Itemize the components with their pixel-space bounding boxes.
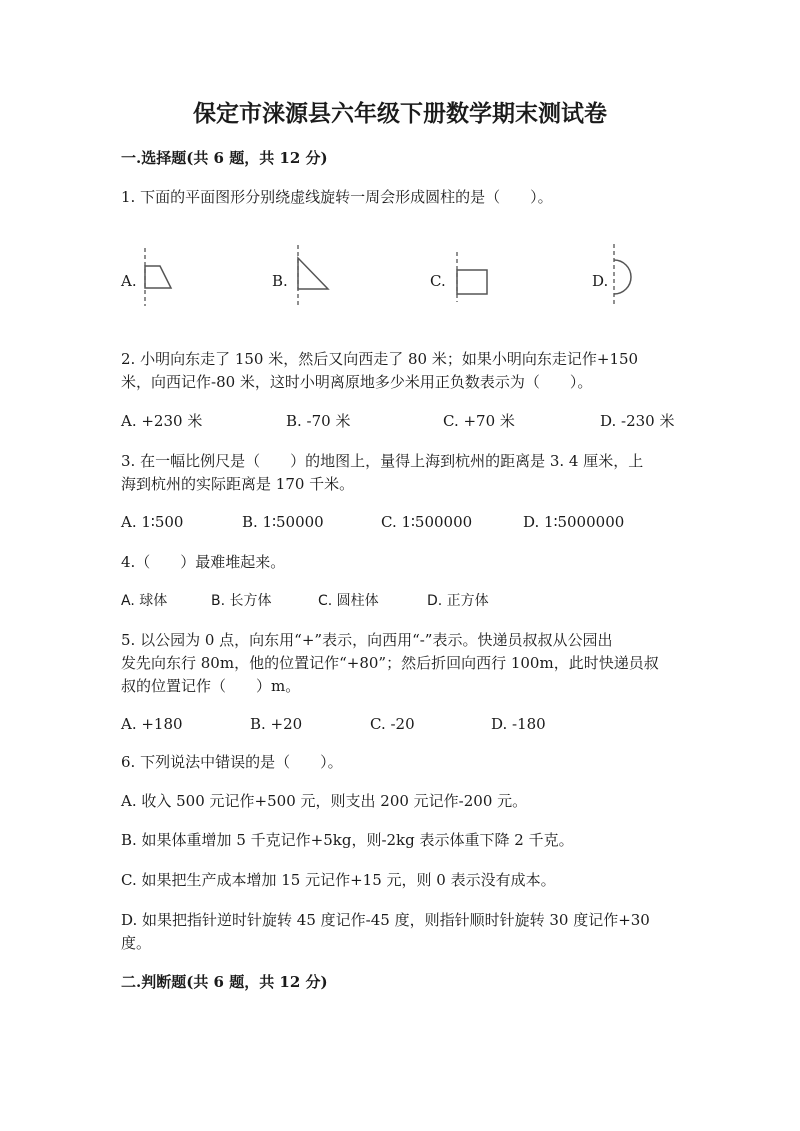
question-2-line-1: 2. 小明向东走了 150 米，然后又向西走了 80 米；如果小明向东走记作+150: [121, 350, 639, 368]
q1-label-b: B.: [272, 272, 288, 290]
q6-option-a: A. 收入 500 元记作+500 元，则支出 200 元记作-200 元。: [121, 792, 528, 810]
q1-label-d: D.: [592, 272, 609, 290]
question-5-line-1: 5. 以公园为 0 点，向东用“+”表示，向西用“-”表示。快递员叔叔从公园出: [121, 631, 613, 649]
page-title: 保定市涞源县六年级下册数学期末测试卷: [193, 100, 607, 127]
q6-option-b: B. 如果体重增加 5 千克记作+5kg，则-2kg 表示体重下降 2 千克。: [121, 831, 574, 849]
q4-option-b: B. 长方体: [211, 593, 272, 609]
trapezoid-figure: [138, 246, 178, 308]
q6-option-c: C. 如果把生产成本增加 15 元记作+15 元，则 0 表示没有成本。: [121, 871, 556, 889]
q5-option-c: C. -20: [370, 715, 415, 733]
q4-option-a: A. 球体: [121, 593, 168, 609]
q2-option-d: D. -230 米: [600, 412, 675, 430]
q2-option-c: C. +70 米: [443, 412, 515, 430]
question-5-line-3: 叔的位置记作（ ）m。: [121, 677, 301, 695]
q3-option-b: B. 1∶50000: [242, 513, 324, 531]
triangle-figure: [290, 243, 332, 309]
q6-option-d-line-2: 度。: [121, 934, 152, 952]
q5-option-d: D. -180: [491, 715, 546, 733]
q3-option-c: C. 1∶500000: [381, 513, 473, 531]
q1-label-c: C.: [430, 272, 446, 290]
question-4: 4.（ ）最难堆起来。: [121, 553, 286, 571]
question-3-line-2: 海到杭州的实际距离是 170 千米。: [121, 475, 355, 493]
q3-option-a: A. 1∶500: [121, 513, 184, 531]
q5-option-b: B. +20: [250, 715, 303, 733]
question-6: 6. 下列说法中错误的是（ ）。: [121, 753, 343, 771]
q5-option-a: A. +180: [121, 715, 183, 733]
question-3-line-1: 3. 在一幅比例尺是（ ）的地图上，量得上海到杭州的距离是 3. 4 厘米，上: [121, 452, 644, 470]
q4-option-d: D. 正方体: [427, 593, 489, 609]
q2-option-a: A. +230 米: [121, 412, 203, 430]
question-2-line-2: 米，向西记作-80 米，这时小明离原地多少米用正负数表示为（ ）。: [121, 373, 593, 391]
q6-option-d-line-1: D. 如果把指针逆时针旋转 45 度记作-45 度，则指针顺时针旋转 30 度记作+30: [121, 911, 650, 929]
question-1: 1. 下面的平面图形分别绕虚线旋转一周会形成圆柱的是（ ）。: [121, 188, 553, 206]
q1-label-a: A.: [121, 272, 137, 290]
section-heading-choice: 一.选择题(共 6 题，共 12 分): [121, 149, 328, 167]
rectangle-figure: [450, 250, 492, 304]
q4-option-c: C. 圆柱体: [318, 593, 379, 609]
q3-option-d: D. 1∶5000000: [523, 513, 625, 531]
semicircle-figure: [608, 242, 640, 306]
q2-option-b: B. -70 米: [286, 412, 351, 430]
section-heading-judgment: 二.判断题(共 6 题，共 12 分): [121, 973, 328, 991]
question-5-line-2: 发先向东行 80m，他的位置记作“+80”；然后折回向西行 100m，此时快递员叔: [121, 654, 659, 672]
